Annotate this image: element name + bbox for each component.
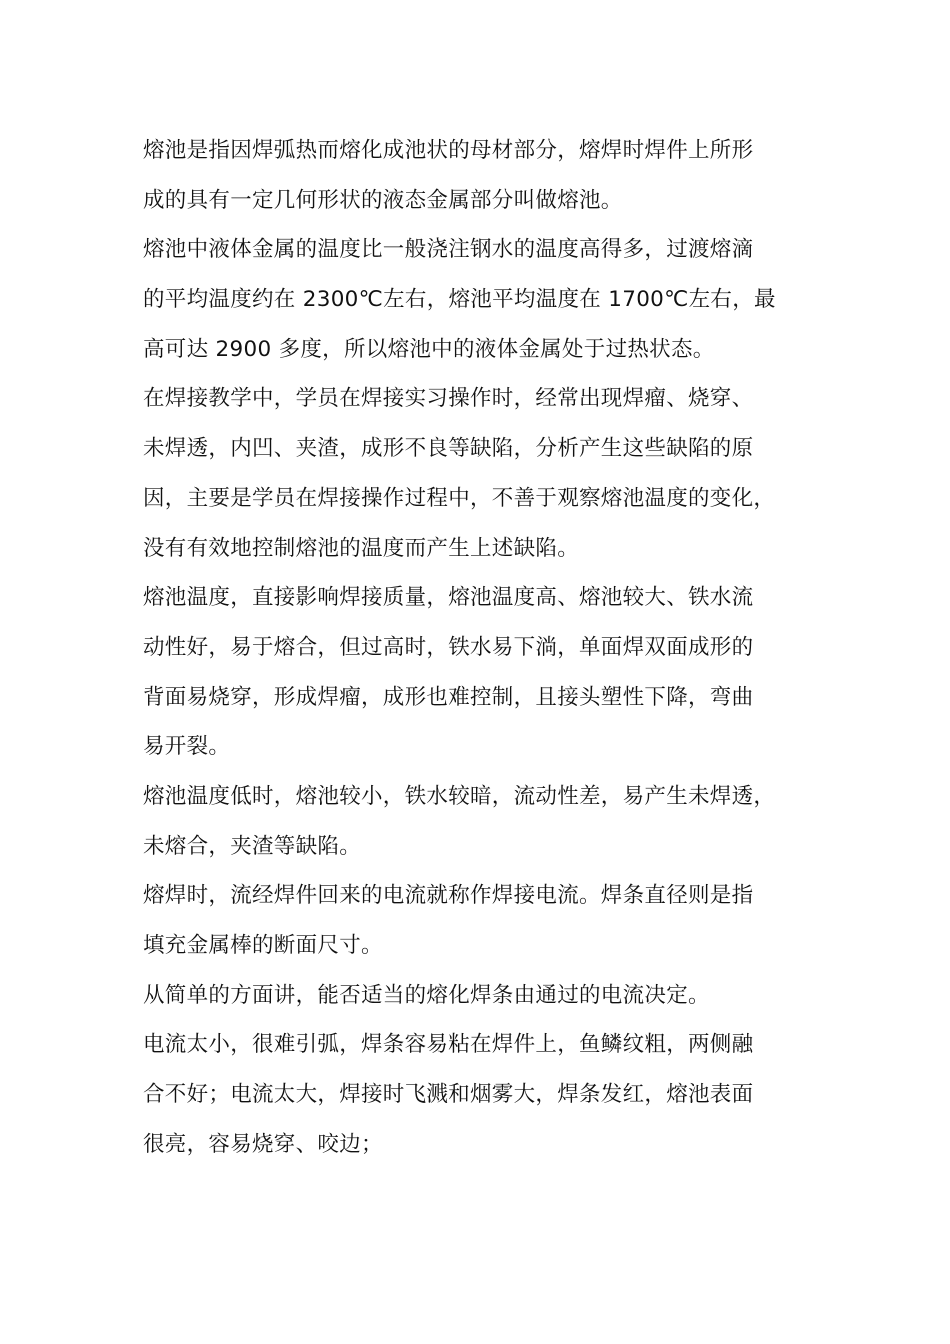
text-line: 合不好；电流太大，焊接时飞溅和烟雾大，焊条发红，熔池表面: [143, 1082, 754, 1108]
text-line: 因，主要是学员在焊接操作过程中，不善于观察熔池温度的变化，: [143, 485, 776, 511]
text-line: 在焊接教学中，学员在焊接实习操作时，经常出现焊瘤、烧穿、: [143, 386, 754, 412]
text-line: 熔池温度低时，熔池较小，铁水较暗，流动性差，易产生未焊透，: [143, 783, 776, 809]
text-line: 熔池中液体金属的温度比一般浇注钢水的温度高得多，过渡熔滴: [143, 237, 754, 263]
paragraph-current-determines-melting: [143, 971, 823, 1021]
paragraph-weld-pool-definition: [143, 126, 823, 225]
document-body: [143, 126, 823, 1169]
text-line: 填充金属棒的断面尺寸。: [143, 933, 383, 958]
text-line: 未熔合，夹渣等缺陷。: [143, 833, 362, 859]
paragraph-high-temperature-effects: [143, 573, 823, 772]
text-line: 背面易烧穿，形成焊瘤，成形也难控制，且接头塑性下降，弯曲: [143, 684, 754, 710]
text-line: 电流太小，很难引弧，焊条容易粘在焊件上，鱼鳞纹粗，两侧融: [143, 1032, 754, 1058]
paragraph-low-temperature-effects: [143, 772, 823, 871]
paragraph-current-too-small-or-large: [143, 1020, 823, 1169]
text-line: 未焊透，内凹、夹渣，成形不良等缺陷，分析产生这些缺陷的原: [143, 436, 754, 462]
text-line: 从简单的方面讲，能否适当的熔化焊条由通过的电流决定。: [143, 982, 710, 1008]
text-line: 熔池温度，直接影响焊接质量，熔池温度高、熔池较大、铁水流: [143, 585, 754, 611]
text-line: 没有有效地控制熔池的温度而产生上述缺陷。: [143, 535, 580, 561]
text-line: 高可达 2900 多度，所以熔池中的液体金属处于过热状态。: [143, 336, 715, 362]
text-line: 易开裂。: [143, 734, 231, 760]
text-line: 熔焊时，流经焊件回来的电流就称作焊接电流。焊条直径则是指: [143, 883, 754, 909]
text-line: 成的具有一定几何形状的液态金属部分叫做熔池。: [143, 187, 623, 213]
paragraph-welding-current-definition: [143, 871, 823, 970]
text-line: 熔池是指因焊弧热而熔化成池状的母材部分，熔焊时焊件上所形: [143, 138, 754, 163]
text-line: 动性好，易于熔合，但过高时，铁水易下淌，单面焊双面成形的: [143, 634, 754, 660]
text-line: 的平均温度约在 2300℃左右，熔池平均温度在 1700℃左右，最: [143, 287, 776, 313]
paragraph-weld-pool-temperature: [143, 225, 823, 374]
paragraph-teaching-defects: [143, 374, 823, 573]
text-line: 很亮，容易烧穿、咬边；: [143, 1131, 383, 1157]
